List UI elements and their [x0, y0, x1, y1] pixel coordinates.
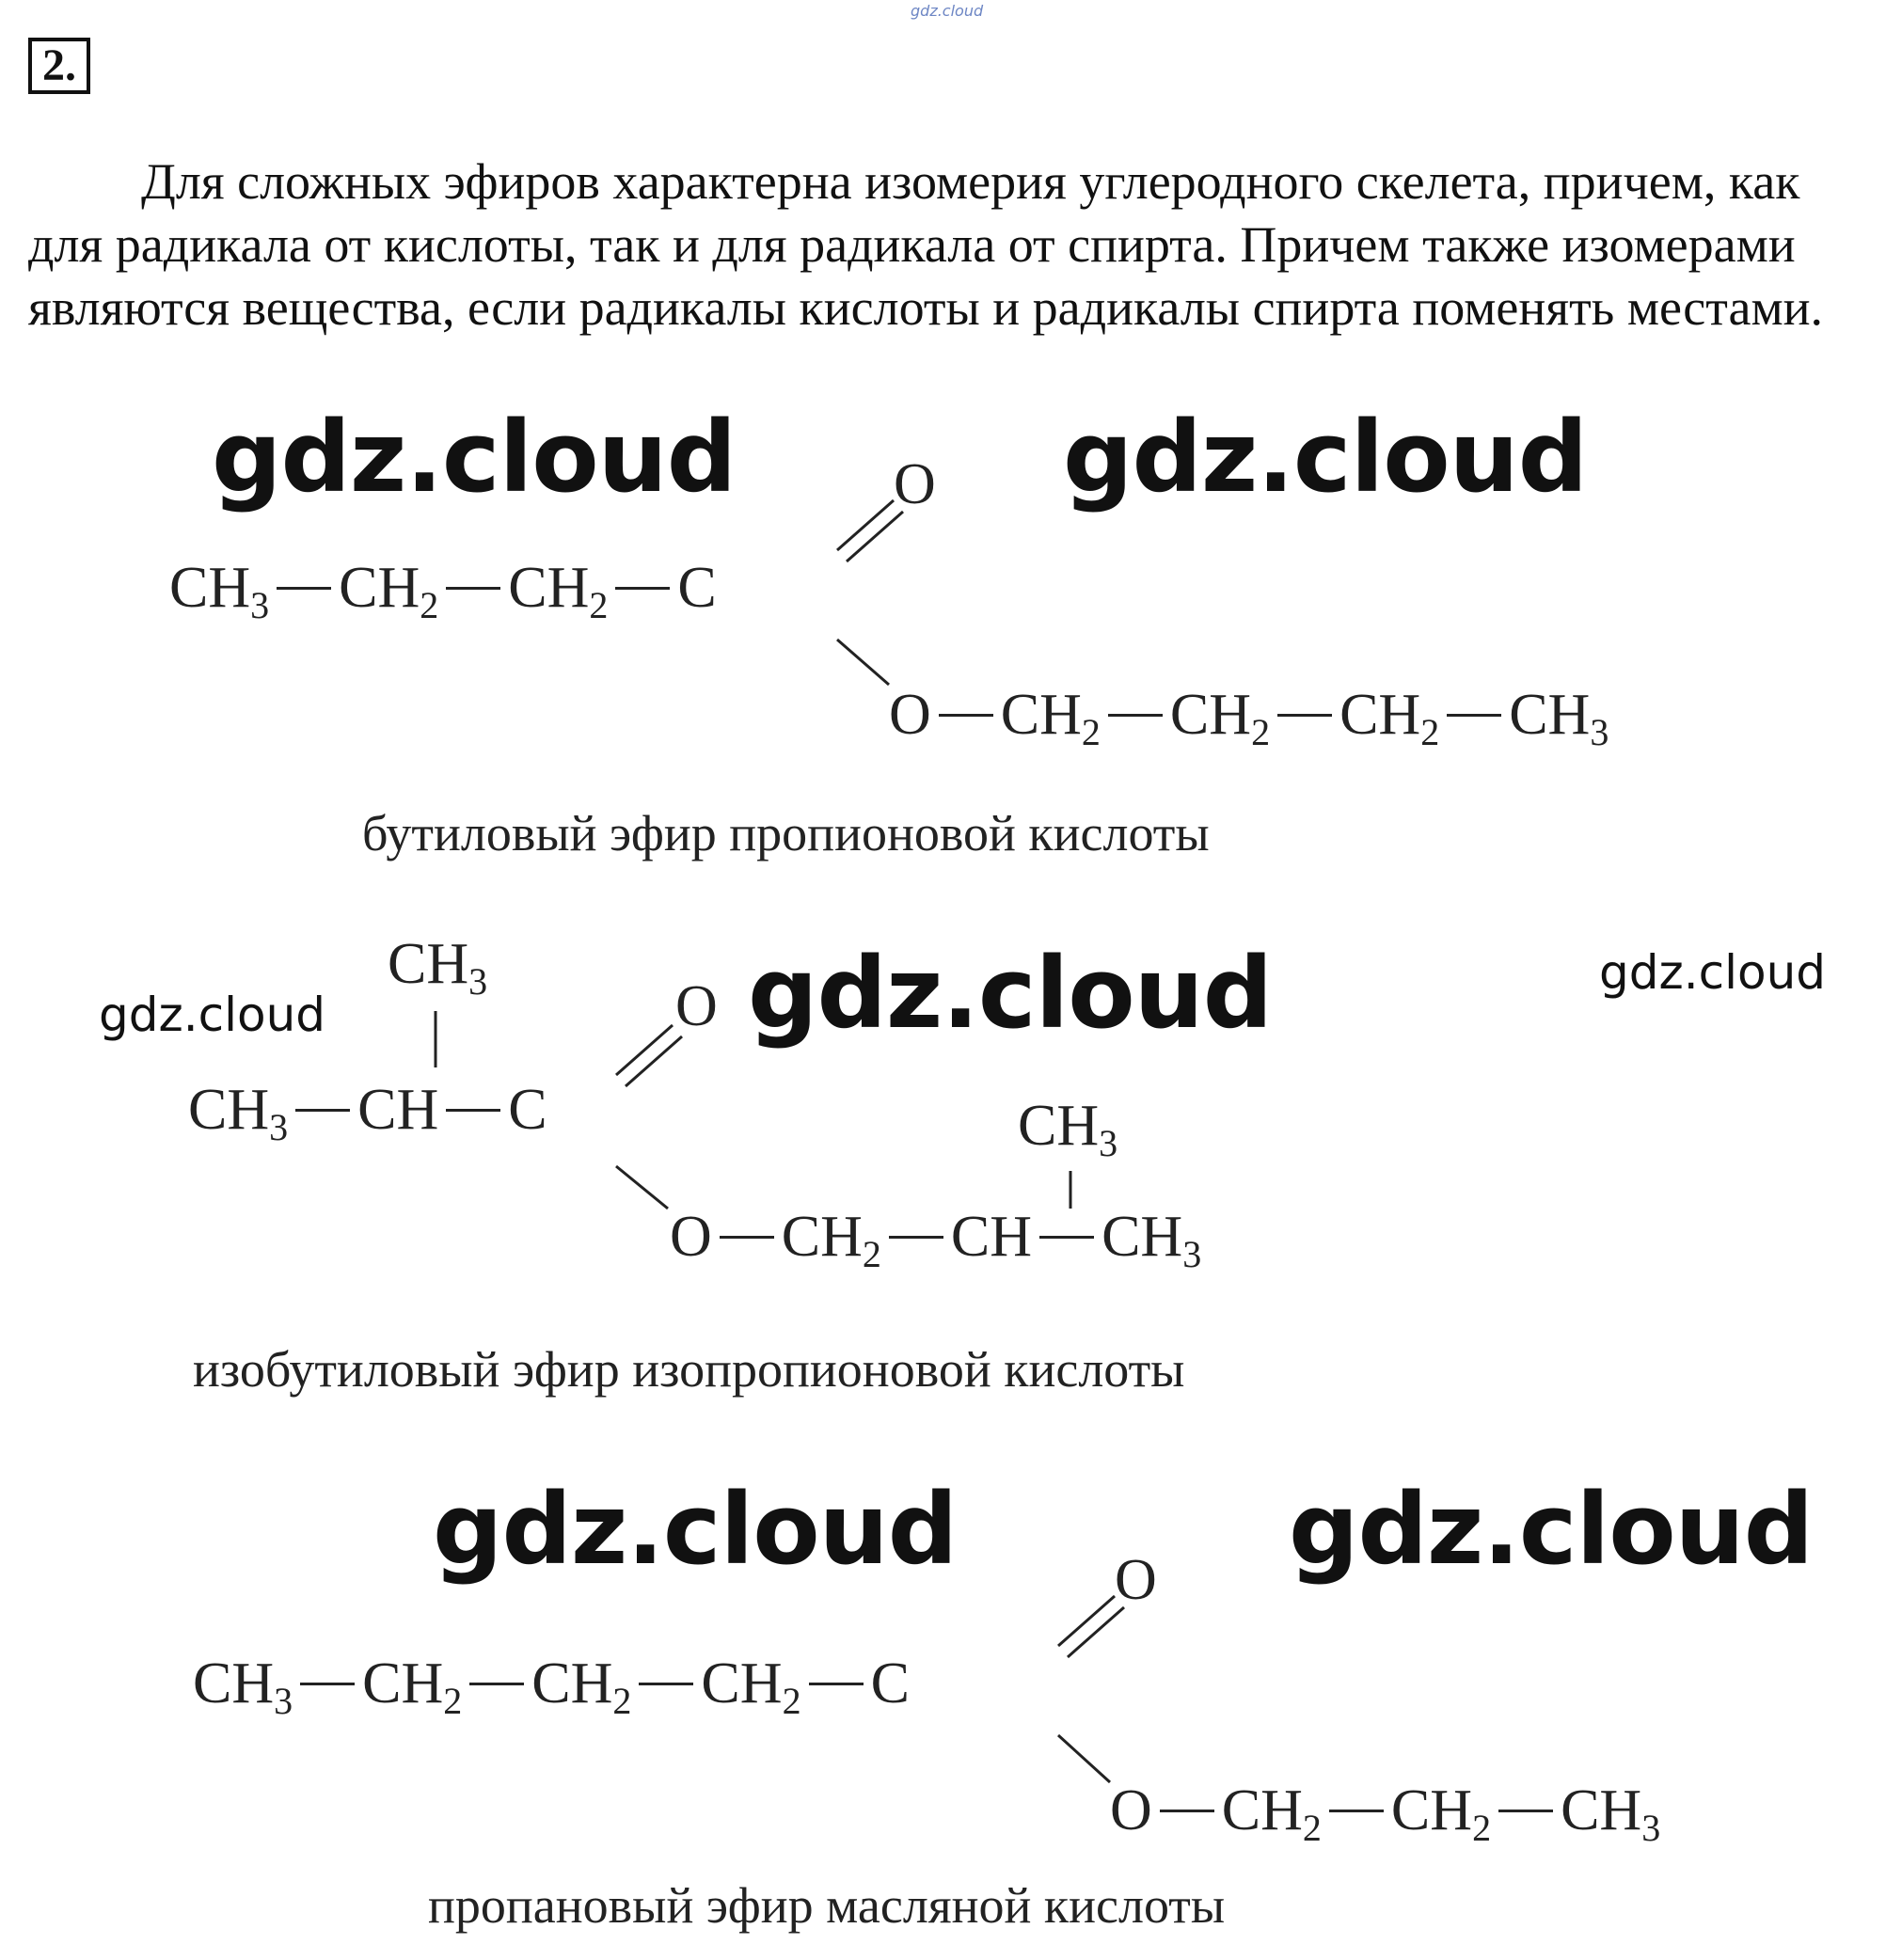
f2-oxygen-top: O: [675, 974, 718, 1038]
f3-acid-chain: $CH_3$ $CH_2$ $CH_2$ $CH_2$ C: [193, 1652, 910, 1722]
watermark: gdz.cloud: [212, 400, 737, 514]
single-bond: [616, 1166, 668, 1209]
watermark: gdz.cloud: [433, 1472, 958, 1587]
single-bond: [1058, 1735, 1110, 1782]
single-bond: [837, 640, 889, 685]
header-watermark: gdz.cloud: [911, 2, 984, 20]
intro-paragraph: Для сложных эфиров характерна изомерия углеродного скелета, причем, как для радикала от кислоты, так и для радикала от спирта. Причем также изомерами являются вещества, если радикалы кислоты и радикалы спирта поменять местами.: [28, 153, 1824, 336]
f1-caption: бутиловый эфир пропионовой кислоты: [362, 805, 1210, 861]
watermark: gdz.cloud: [1289, 1472, 1814, 1587]
f1-acid-chain: $CH_3$ $CH_2$ $CH_2$ C: [169, 556, 717, 626]
f3-oxygen-top: O: [1115, 1548, 1157, 1612]
f1-ester-chain: O $CH_2$ $CH_2$ $CH_2$ $CH_3$: [889, 683, 1609, 753]
watermark: gdz.cloud: [99, 988, 326, 1042]
f2-branch-top: $CH_3$: [388, 932, 488, 1003]
watermark: gdz.cloud: [748, 936, 1273, 1051]
f2-acid-chain: $CH_3$ CH C: [188, 1078, 547, 1148]
task-number: 2.: [28, 38, 90, 94]
watermark: gdz.cloud: [1599, 945, 1827, 1000]
f3-ester-chain: O $CH_2$ $CH_2$ $CH_3$: [1110, 1778, 1661, 1849]
watermark: gdz.cloud: [1063, 400, 1588, 514]
f1-oxygen-top: O: [894, 452, 936, 516]
double-bond: [616, 1025, 682, 1086]
f2-caption: изобутиловый эфир изопропионовой кислоты: [193, 1341, 1185, 1398]
f2-ester-branch: $CH_3$: [1018, 1094, 1118, 1164]
f2-ester-chain: O $CH_2$ CH $CH_3$: [670, 1205, 1202, 1275]
f3-caption: пропановый эфир масляной кислоты: [428, 1877, 1226, 1934]
